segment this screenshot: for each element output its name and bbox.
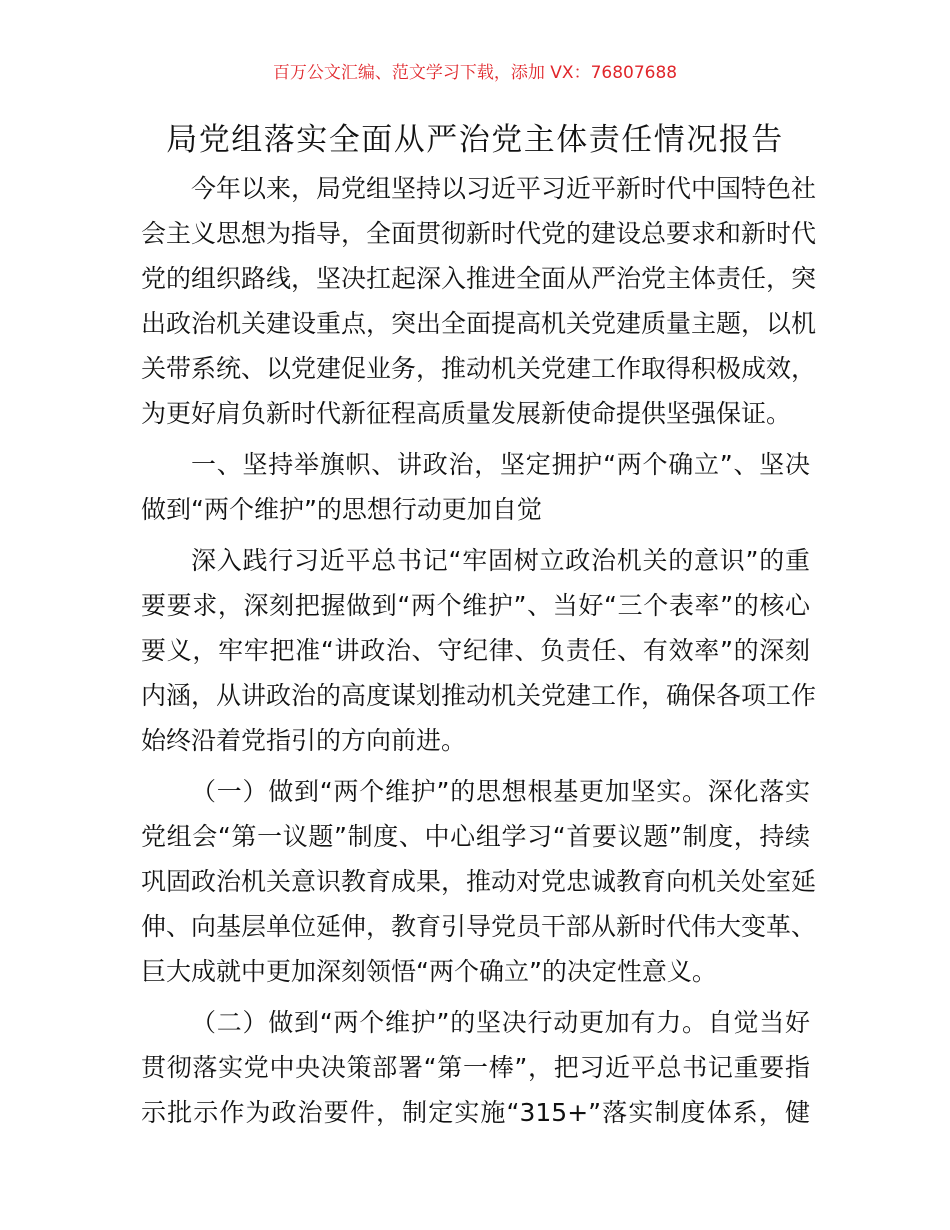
text-line: 始终沿着党指引的方向前进。	[141, 726, 467, 755]
text-line: 伸、向基层单位延伸，教育引导党员干部从新时代伟大变革、	[141, 912, 817, 941]
text-line: 巨大成就中更加深刻领悟“两个确立”的决定性意义。	[141, 957, 717, 986]
text-line: 巩固政治机关意识教育成果，推动对党忠诚教育向机关处室延	[141, 867, 817, 896]
text-line: 内涵，从讲政治的高度谋划推动机关党建工作，确保各项工作	[141, 681, 817, 710]
text-line: 示批示作为政治要件，制定实施“315+”落实制度体系，健	[141, 1098, 810, 1127]
paragraph	[141, 538, 817, 763]
text-line: 为更好肩负新时代新征程高质量发展新使命提供坚强保证。	[141, 399, 792, 428]
paragraph	[141, 1000, 810, 1135]
text-line: 党组会“第一议题”制度、中心组学习“首要议题”制度，持续	[141, 822, 810, 851]
document-body	[141, 166, 817, 1141]
text-line: 一、坚持举旗帜、讲政治，坚定拥护“两个确立”、坚决	[191, 450, 810, 479]
paragraph	[141, 769, 817, 994]
paragraph	[141, 166, 817, 436]
text-line: 会主义思想为指导，全面贯彻新时代党的建设总要求和新时代	[141, 219, 817, 248]
text-line: 要义，牢牢把准“讲政治、守纪律、负责任、有效率”的深刻	[141, 636, 810, 665]
text-line: 要要求，深刻把握做到“两个维护”、当好“三个表率”的核心	[141, 591, 810, 620]
text-line: 党的组织路线，坚决扛起深入推进全面从严治党主体责任，突	[141, 264, 817, 293]
text-line: 今年以来，局党组坚持以习近平习近平新时代中国特色社	[191, 174, 817, 203]
paragraph	[141, 442, 810, 532]
text-line: 深入践行习近平总书记“牢固树立政治机关的意识”的重	[191, 546, 810, 575]
text-line: 关带系统、以党建促业务，推动机关党建工作取得积极成效，	[141, 354, 817, 383]
text-line: 做到“两个维护”的思想行动更加自觉	[141, 495, 542, 524]
text-line: 出政治机关建设重点，突出全面提高机关党建质量主题，以机	[141, 309, 817, 338]
text-line: 贯彻落实党中央决策部署“第一棒”，把习近平总书记重要指	[141, 1053, 810, 1082]
text-line: （一）做到“两个维护”的思想根基更加坚实。深化落实	[191, 777, 810, 806]
text-line: （二）做到“两个维护”的坚决行动更加有力。自觉当好	[191, 1008, 810, 1037]
watermark-header: 百万公文汇编、范文学习下载，添加 VX：76807688	[272, 63, 678, 83]
document-title: 局党组落实全面从严治党主体责任情况报告	[166, 122, 784, 158]
